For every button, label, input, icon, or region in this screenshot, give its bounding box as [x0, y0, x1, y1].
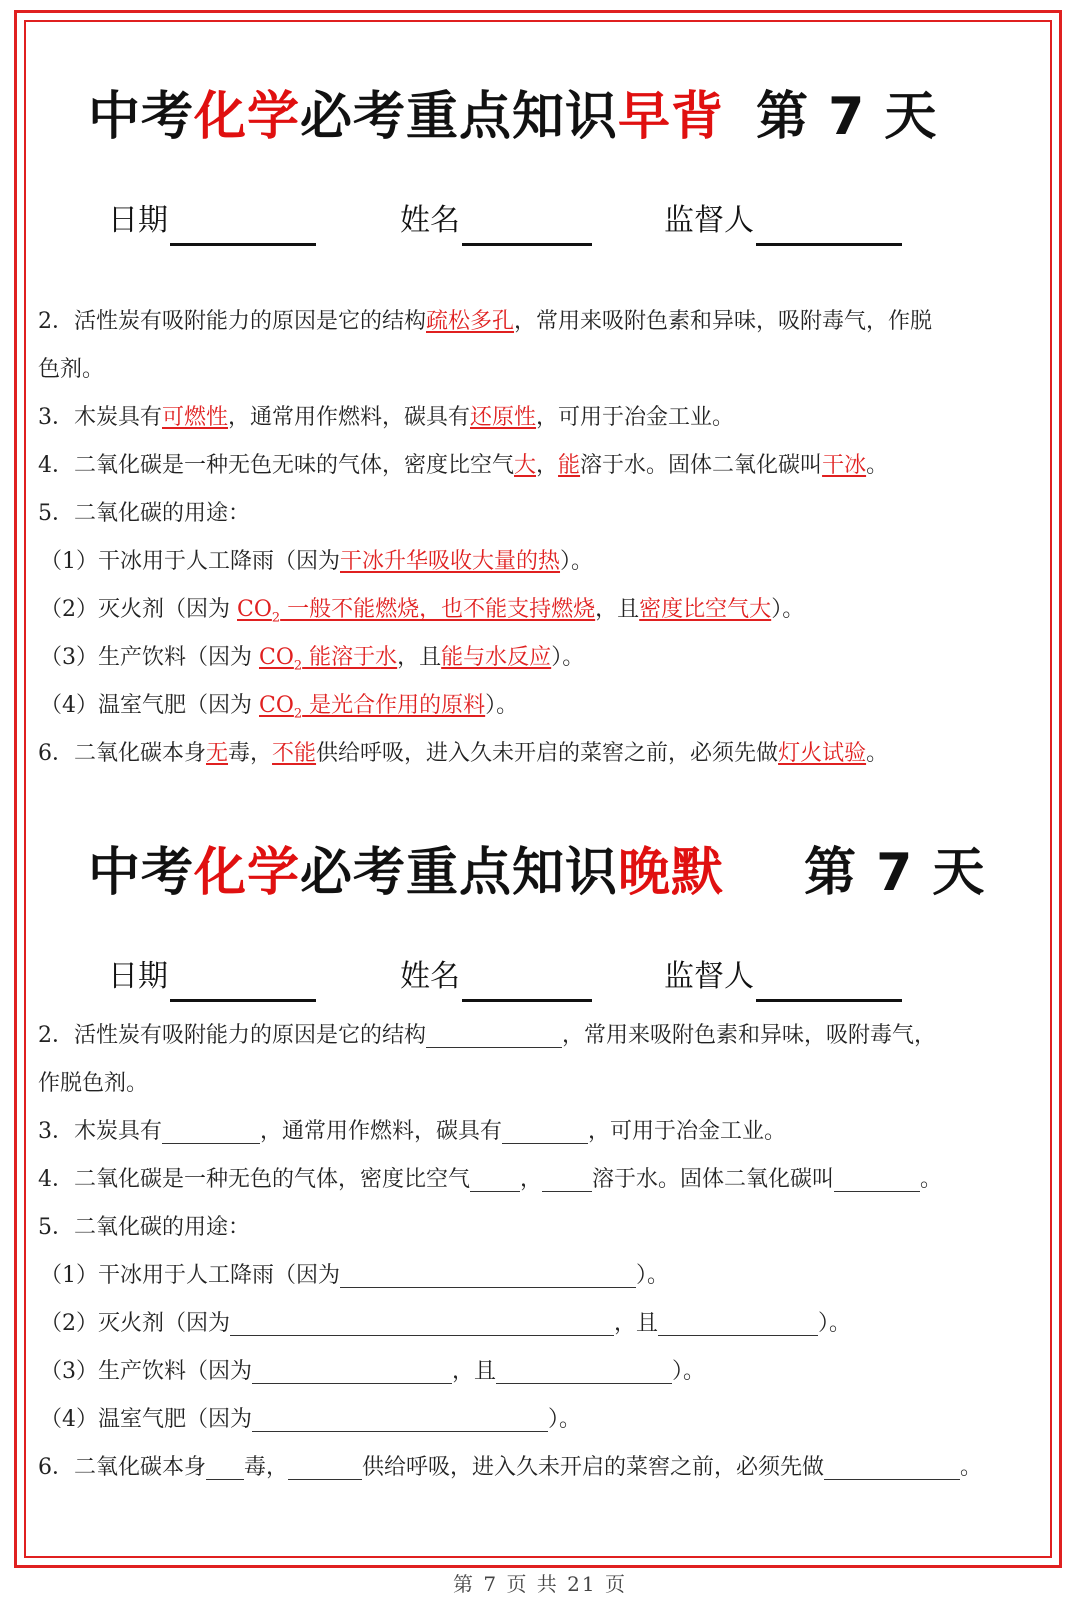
text: ，通常用作燃料，碳具有	[228, 405, 471, 430]
morning-q6	[38, 730, 1038, 778]
answer-blank[interactable]	[162, 1117, 260, 1144]
text: ，可用于冶金工业。	[536, 405, 735, 430]
text: 毒，	[228, 741, 273, 766]
evening-q5-1	[40, 1252, 1040, 1300]
title-highlight: 化学	[194, 87, 301, 147]
title-part: 必考重点知识	[300, 843, 619, 903]
morning-q2-line2	[38, 346, 1038, 394]
morning-fields	[108, 196, 1008, 246]
text: 。	[866, 741, 889, 766]
text: （4）温室气肥（因为	[40, 693, 259, 718]
text: 色剂。	[38, 357, 105, 382]
text: 毒，	[244, 1455, 289, 1480]
text: ，可用于冶金工业。	[588, 1119, 787, 1144]
answer	[259, 693, 486, 722]
text: ）。	[485, 693, 519, 718]
answer-blank[interactable]	[230, 1309, 614, 1336]
answer: 不能	[272, 741, 317, 766]
evening-q2-line1	[38, 1012, 1038, 1060]
name-label: 姓名	[400, 203, 460, 238]
answer: 密度比空气大	[639, 597, 772, 622]
supervisor-field	[664, 196, 902, 246]
text: 。	[920, 1167, 943, 1192]
text: ，且	[595, 597, 640, 622]
text: 作脱色剂。	[38, 1071, 149, 1096]
answer-text: 能溶于水	[302, 645, 398, 670]
text: ，通常用作燃料，碳具有	[260, 1119, 503, 1144]
title-part: 中考	[88, 87, 195, 147]
answer-text: 是光合作用的原料	[302, 693, 486, 718]
answer: 能	[558, 453, 581, 478]
answer-blank[interactable]	[340, 1261, 636, 1288]
answer	[237, 597, 596, 626]
text: ）。	[560, 549, 594, 574]
title-highlight: 早背	[618, 87, 725, 147]
answer-blank[interactable]	[496, 1357, 672, 1384]
answer-blank[interactable]	[426, 1021, 562, 1048]
morning-q2-line1	[38, 298, 1038, 346]
evening-q5-4	[40, 1396, 1040, 1444]
evening-q3	[38, 1108, 1038, 1156]
answer: 灯火试验	[778, 741, 867, 766]
answer: 干冰升华吸收大量的热	[340, 549, 561, 574]
text: ，且	[452, 1359, 497, 1384]
text: 。	[960, 1455, 983, 1480]
supervisor-label: 监督人	[664, 203, 754, 238]
name-blank[interactable]	[462, 207, 592, 246]
text: ）。	[771, 597, 805, 622]
morning-title	[88, 82, 1048, 152]
answer: 干冰	[822, 453, 867, 478]
date-field	[108, 952, 316, 1002]
text: （1）干冰用于人工降雨（因为	[40, 1263, 340, 1288]
title-part: 必考重点知识	[300, 87, 619, 147]
supervisor-blank[interactable]	[756, 963, 902, 1002]
text: （3）生产饮料（因为	[40, 1359, 252, 1384]
text: 溶于水。固体二氧化碳叫	[580, 453, 823, 478]
formula: CO	[237, 597, 272, 622]
answer: 可燃性	[162, 405, 229, 430]
answer: 能与水反应	[441, 645, 552, 670]
date-field	[108, 196, 316, 246]
text: 5．二氧化碳的用途：	[38, 501, 250, 526]
evening-q6	[38, 1444, 1038, 1492]
morning-q4	[38, 442, 1038, 490]
formula-subscript: 2	[293, 658, 303, 674]
answer-blank[interactable]	[252, 1357, 452, 1384]
text: 供给呼吸，进入久未开启的菜窖之前，必须先做	[316, 741, 779, 766]
text: 3．木炭具有	[38, 1119, 162, 1144]
text: ，且	[397, 645, 442, 670]
answer-blank[interactable]	[834, 1165, 920, 1192]
text: ）。	[548, 1407, 582, 1432]
title-highlight: 晚默	[618, 843, 725, 903]
answer-blank[interactable]	[502, 1117, 588, 1144]
evening-q5-3	[40, 1348, 1040, 1396]
date-label: 日期	[108, 203, 168, 238]
text: 2．活性炭有吸附能力的原因是它的结构	[38, 1023, 426, 1048]
text: 2．活性炭有吸附能力的原因是它的结构	[38, 309, 426, 334]
text: ，	[520, 1167, 543, 1192]
name-field	[400, 196, 592, 246]
text: ，且	[614, 1311, 659, 1336]
text: （1）干冰用于人工降雨（因为	[40, 549, 340, 574]
text: 供给呼吸，进入久未开启的菜窖之前，必须先做	[362, 1455, 825, 1480]
answer-blank[interactable]	[542, 1165, 592, 1192]
formula-subscript: 2	[293, 706, 303, 722]
text: ）。	[636, 1263, 670, 1288]
evening-q4	[38, 1156, 1038, 1204]
morning-q5-1	[40, 538, 1040, 586]
name-field	[400, 952, 592, 1002]
text: ，常用来吸附色素和异味，吸附毒气，	[562, 1023, 937, 1048]
text: （2）灭火剂（因为	[40, 1311, 230, 1336]
text: ）。	[818, 1311, 852, 1336]
evening-q5	[38, 1204, 1038, 1252]
evening-q2-line2	[38, 1060, 1038, 1108]
text: 4．二氧化碳是一种无色的气体，密度比空气	[38, 1167, 470, 1192]
morning-q5-4	[40, 682, 1040, 730]
date-blank[interactable]	[170, 963, 316, 1002]
text: 。	[866, 453, 889, 478]
text: ，	[536, 453, 559, 478]
answer	[259, 645, 398, 674]
text: （3）生产饮料（因为	[40, 645, 259, 670]
formula: CO	[259, 693, 294, 718]
morning-q5-2	[40, 586, 1040, 634]
supervisor-label: 监督人	[664, 959, 754, 994]
supervisor-field	[664, 952, 902, 1002]
morning-q3	[38, 394, 1038, 442]
text: 3．木炭具有	[38, 405, 162, 430]
day-label: 第 7 天	[756, 87, 938, 147]
answer: 疏松多孔	[426, 309, 515, 334]
answer-text: 一般不能燃烧，也不能支持燃烧	[280, 597, 596, 622]
text: ）。	[551, 645, 585, 670]
evening-q5-2	[40, 1300, 1040, 1348]
evening-fields	[108, 952, 1008, 1002]
morning-q5	[38, 490, 1038, 538]
answer: 还原性	[470, 405, 537, 430]
text: ，常用来吸附色素和异味，吸附毒气，作脱	[514, 309, 933, 334]
date-label: 日期	[108, 959, 168, 994]
text: （4）温室气肥（因为	[40, 1407, 252, 1432]
answer: 无	[206, 741, 229, 766]
supervisor-blank[interactable]	[756, 207, 902, 246]
formula: CO	[259, 645, 294, 670]
answer-blank[interactable]	[252, 1405, 548, 1432]
answer-blank[interactable]	[470, 1165, 520, 1192]
text: ）。	[672, 1359, 706, 1384]
formula-subscript: 2	[271, 610, 281, 626]
text: 6．二氧化碳本身	[38, 1455, 206, 1480]
text: 6．二氧化碳本身	[38, 741, 206, 766]
answer-blank[interactable]	[206, 1453, 244, 1480]
text: （2）灭火剂（因为	[40, 597, 237, 622]
text: 5．二氧化碳的用途：	[38, 1215, 250, 1240]
morning-q5-3	[40, 634, 1040, 682]
text: 溶于水。固体二氧化碳叫	[592, 1167, 835, 1192]
day-label: 第 7 天	[804, 843, 986, 903]
date-blank[interactable]	[170, 207, 316, 246]
answer-blank[interactable]	[288, 1453, 362, 1480]
title-part: 中考	[88, 843, 195, 903]
answer-blank[interactable]	[658, 1309, 818, 1336]
answer-blank[interactable]	[824, 1453, 960, 1480]
name-blank[interactable]	[462, 963, 592, 1002]
answer: 大	[514, 453, 537, 478]
title-highlight: 化学	[194, 843, 301, 903]
page-footer: 第 7 页 共 21 页	[453, 1572, 627, 1596]
text: 4．二氧化碳是一种无色无味的气体，密度比空气	[38, 453, 514, 478]
name-label: 姓名	[400, 959, 460, 994]
evening-title	[88, 838, 1048, 908]
